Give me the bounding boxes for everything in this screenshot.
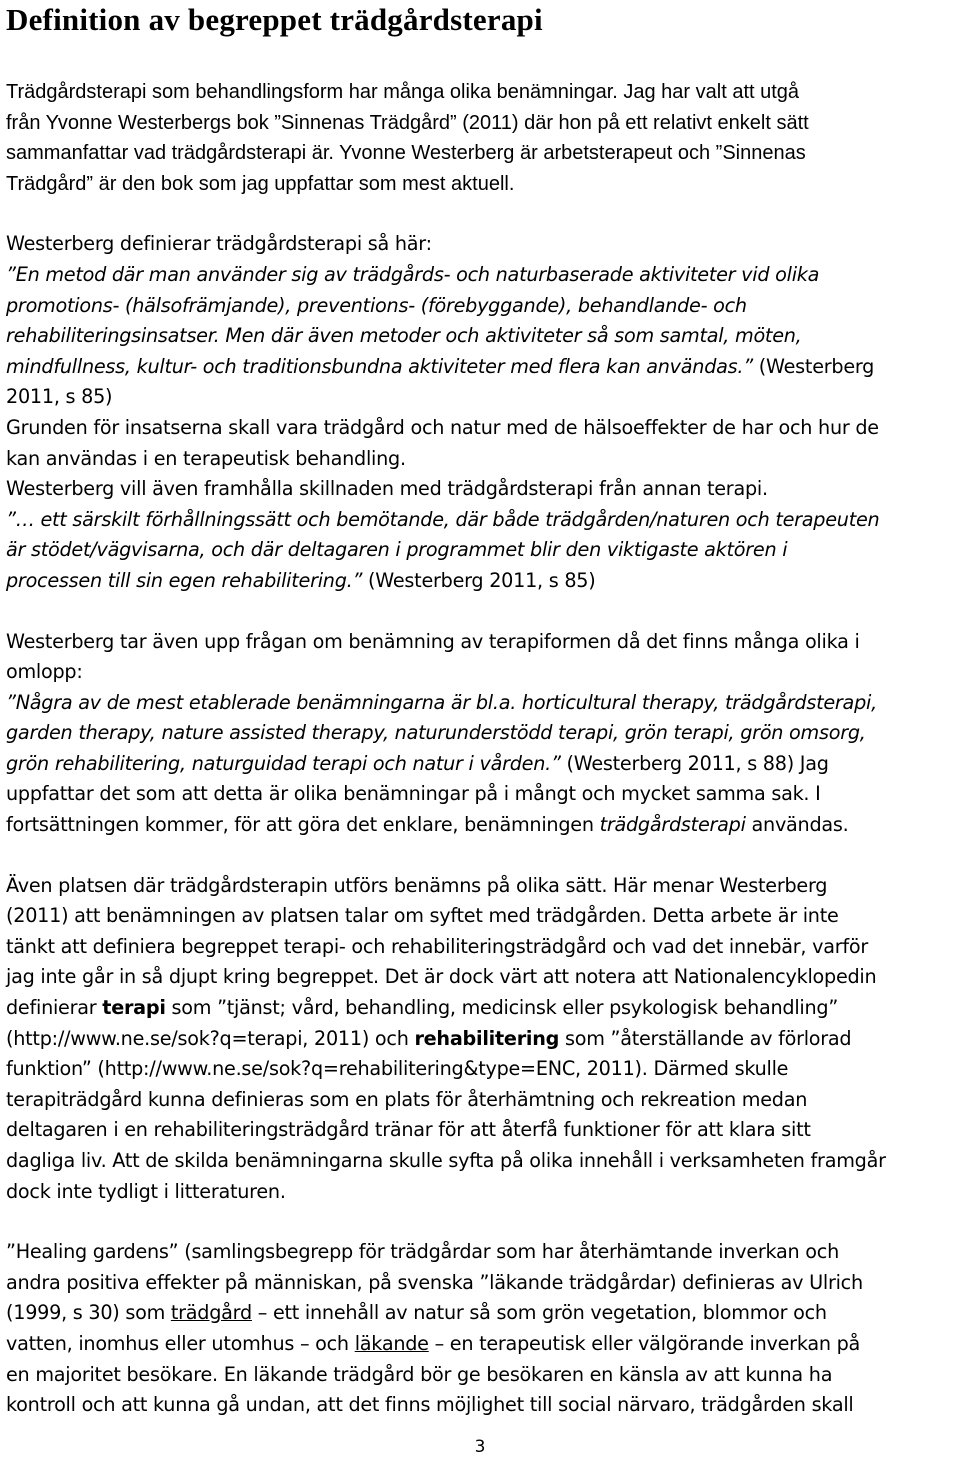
text-line: tänkt att definiera begreppet terapi- och rehabiliteringsträdgård och vad det innebär, varför (6, 934, 868, 958)
intro-paragraph (6, 77, 956, 199)
text-line (6, 1298, 956, 1329)
text-line: deltagaren i en rehabiliteringsträdgård tränar för att återfå funktioner för att klara sitt (6, 1118, 811, 1142)
text-line: sammanfattar vad trädgårdsterapi är. Yvonne Westerberg är arbetsterapeut och ”Sinnenas (6, 142, 806, 165)
quote-line (6, 505, 956, 536)
section-heading: Definition av begreppet trädgårdsterapi (6, 2, 543, 37)
text-fragment: – en terapeutisk eller välgörande inverkan på (428, 1331, 861, 1355)
healing-paragraph (6, 1237, 956, 1421)
page-number: 3 (474, 1437, 486, 1457)
quote-line (6, 749, 956, 780)
quote-text: ”En metod där man använder sig av trädgårds- och naturbaserade aktiviteter vid olika (6, 262, 820, 286)
text-fragment: definierar (6, 996, 103, 1020)
text-line: dagliga liv. Att de skilda benämningarna skulle syfta på olika innehåll i verksamheten framgår (6, 1149, 886, 1172)
document-page (6, 0, 956, 1421)
text-line (6, 810, 956, 841)
text-line: Grunden för insatserna skall vara trädgård och natur med de hälsoeffekter de har och hur de (6, 415, 879, 439)
quote-text: grön rehabilitering, naturguidad terapi och natur i vården.” (6, 751, 561, 775)
emphasized-term: trädgårdsterapi (599, 813, 746, 837)
text-line: Westerberg definierar trädgårdsterapi så här: (6, 232, 432, 256)
text-line: Westerberg tar även upp frågan om benämning av terapiformen då det finns många olika i (6, 629, 860, 653)
bold-term: terapi (102, 996, 166, 1020)
citation: (Westerberg 2011, s 88) Jag (560, 751, 829, 775)
quote-text: processen till sin egen rehabilitering.” (6, 568, 363, 592)
bold-term: rehabilitering (414, 1026, 560, 1050)
text-line: uppfattar det som att detta är olika benämningar på i mångt och mycket samma sak. I (6, 782, 821, 806)
place-paragraph (6, 871, 956, 1208)
text-line (6, 1024, 956, 1055)
text-fragment: användas. (745, 813, 849, 837)
text-line: funktion” (http://www.ne.se/sok?q=rehabilitering&type=ENC, 2011). Därmed skulle (6, 1057, 789, 1081)
quote-text: ”… ett särskilt förhållningssätt och bemötande, där både trädgården/naturen och terapeuten (6, 507, 880, 531)
underlined-term: trädgård (170, 1301, 252, 1325)
text-line: Westerberg vill även framhålla skillnaden med trädgårdsterapi från annan terapi. (6, 477, 768, 501)
text-line: Trädgård” är den bok som jag uppfattar som mest aktuell. (6, 172, 515, 195)
text-fragment: (1999, s 30) som (6, 1301, 171, 1325)
citation: (Westerberg 2011, s 85) (362, 568, 596, 592)
text-fragment: – ett innehåll av natur så som grön vegetation, blommor och (251, 1301, 827, 1325)
text-fragment: (http://www.ne.se/sok?q=terapi, 2011) och (6, 1026, 415, 1050)
text-line: terapiträdgård kunna definieras som en plats för återhämtning och rekreation medan (6, 1087, 808, 1111)
quote-line (6, 291, 956, 322)
quote-text: garden therapy, nature assisted therapy, naturunderstödd terapi, grön terapi, grön omsorg, (6, 721, 866, 745)
quote-text: är stödet/vägvisarna, och där deltagaren i programmet blir den viktigaste aktören i (6, 538, 788, 562)
text-line: en majoritet besökare. En läkande trädgård bör ge besökaren en känsla av att kunna ha (6, 1362, 833, 1386)
text-line: omlopp: (6, 660, 83, 684)
text-line: andra positiva effekter på människan, på svenska ”läkande trädgårdar) definieras av Ulrich (6, 1270, 863, 1294)
quote-line (6, 321, 956, 352)
text-line: jag inte går in så djupt kring begreppet. Det är dock värt att notera att Nationalencyklopedin (6, 965, 877, 989)
text-line: dock inte tydligt i litteraturen. (6, 1179, 286, 1203)
names-paragraph (6, 627, 956, 841)
quote-text: mindfullness, kultur- och traditionsbundna aktiviteter med flera kan användas.” (6, 354, 753, 378)
text-line: Även platsen där trädgårdsterapin utförs benämns på olika sätt. Här menar Westerberg (6, 873, 828, 897)
quote-line (6, 535, 956, 566)
quote-text: ”Några av de mest etablerade benämningarna är bl.a. horticultural therapy, trädgårdsterapi, (6, 690, 877, 714)
text-fragment: som ”tjänst; vård, behandling, medicinsk eller psykologisk behandling” (165, 996, 839, 1020)
text-line: (2011) att benämningen av platsen talar om syftet med trädgården. Detta arbete är inte (6, 904, 839, 928)
text-line: från Yvonne Westerbergs bok ”Sinnenas Trädgård” (2011) där hon på ett relativt enkelt sätt (6, 111, 809, 134)
text-line: Trädgårdsterapi som behandlingsform har många olika benämningar. Jag har valt att utgå (6, 81, 800, 103)
quote-line (6, 718, 956, 749)
definition-paragraph (6, 229, 956, 596)
quote-text: rehabiliteringsinsatser. Men där även metoder och aktiviteter så som samtal, möten, (6, 324, 802, 348)
underlined-term: läkande (354, 1331, 429, 1355)
text-fragment: som ”återställande av förlorad (559, 1026, 852, 1050)
quote-line (6, 352, 956, 383)
quote-line (6, 260, 956, 291)
text-line (6, 993, 956, 1024)
quote-line (6, 688, 956, 719)
citation: 2011, s 85) (6, 385, 113, 409)
citation: (Westerberg (752, 354, 875, 378)
quote-text: promotions- (hälsofrämjande), preventions- (förebyggande), behandlande- och (6, 293, 747, 317)
text-fragment: vatten, inomhus eller utomhus – och (6, 1331, 355, 1355)
text-fragment: fortsättningen kommer, för att göra det enklare, benämningen (6, 813, 600, 837)
text-line: ”Healing gardens” (samlingsbegrepp för trädgårdar som har återhämtande inverkan och (6, 1240, 840, 1264)
quote-line (6, 566, 956, 597)
text-line: kan användas i en terapeutisk behandling. (6, 446, 406, 470)
text-line (6, 1329, 956, 1360)
text-line: kontroll och att kunna gå undan, att det finns möjlighet till social närvaro, trädgården skall (6, 1393, 854, 1417)
